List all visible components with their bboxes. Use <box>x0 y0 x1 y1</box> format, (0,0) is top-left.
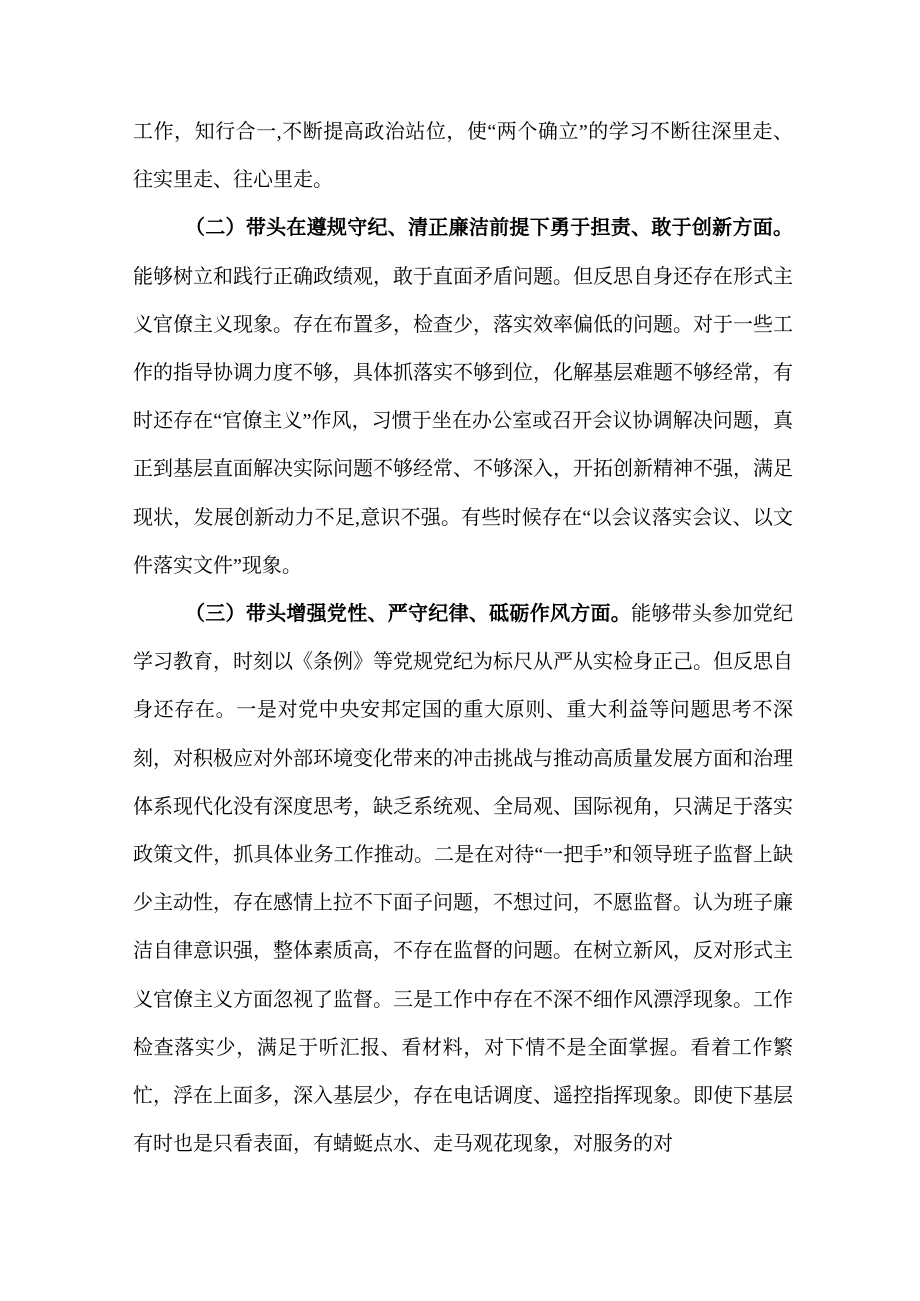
document-body <box>133 108 793 1168</box>
paragraph-continuation <box>133 108 793 204</box>
paragraph-text: 能够树立和践行正确政绩观，敢于直面矛盾问题。但反思自身还存在形式主义官僚主义现象。存在布置多，检查少，落实效率偏低的问题。对于一些工作的指导协调力度不够，具体抓落实不够到位，化解基层难题不够经常，有时还存在“官僚主义”作风，习惯于坐在办公室或召开会议协调解决问题，真正到基层直面解决实际问题不够经常、不够深入，开拓创新精神不强，满足现状，发展创新动力不足,意识不强。有些时候存在“以会议落实会议、以文件落实文件”现象。 <box>133 265 793 577</box>
paragraph-section-3 <box>133 590 793 1168</box>
section-3-heading: （三）带头增强党性、严守纪律、砥砺作风方面。 <box>185 603 632 626</box>
section-2-heading: （二）带头在遵规守纪、清正廉洁前提下勇于担责、敢于创新方面。 <box>185 217 793 240</box>
paragraph-text: 工作，知行合一,不断提高政治站位，使“两个确立”的学习不断往深里走、往实里走、往心里走。 <box>133 121 793 192</box>
paragraph-section-2 <box>133 204 793 590</box>
paragraph-text: 能够带头参加党纪学习教育，时刻以《条例》等党规党纪为标尺从严从实检身正己。但反思自身还存在。一是对党中央安邦定国的重大原则、重大利益等问题思考不深刻，对积极应对外部环境变化带来的冲击挑战与推动高质量发展方面和治理体系现代化没有深度思考，缺乏系统观、全局观、国际视角，只满足于落实政策文件，抓具体业务工作推动。二是在对待“一把手”和领导班子监督上缺少主动性，存在感情上拉不下面子问题，不想过问，不愿监督。认为班子廉洁自律意识强，整体素质高，不存在监督的问题。在树立新风，反对形式主义官僚主义方面忽视了监督。三是工作中存在不深不细作风漂浮现象。工作检查落实少，满足于听汇报、看材料，对下情不是全面掌握。看着工作繁忙，浮在上面多，深入基层少，存在电话调度、遥控指挥现象。即使下基层有时也是只看表面，有蜻蜓点水、走马观花现象，对服务的对 <box>133 603 794 1156</box>
